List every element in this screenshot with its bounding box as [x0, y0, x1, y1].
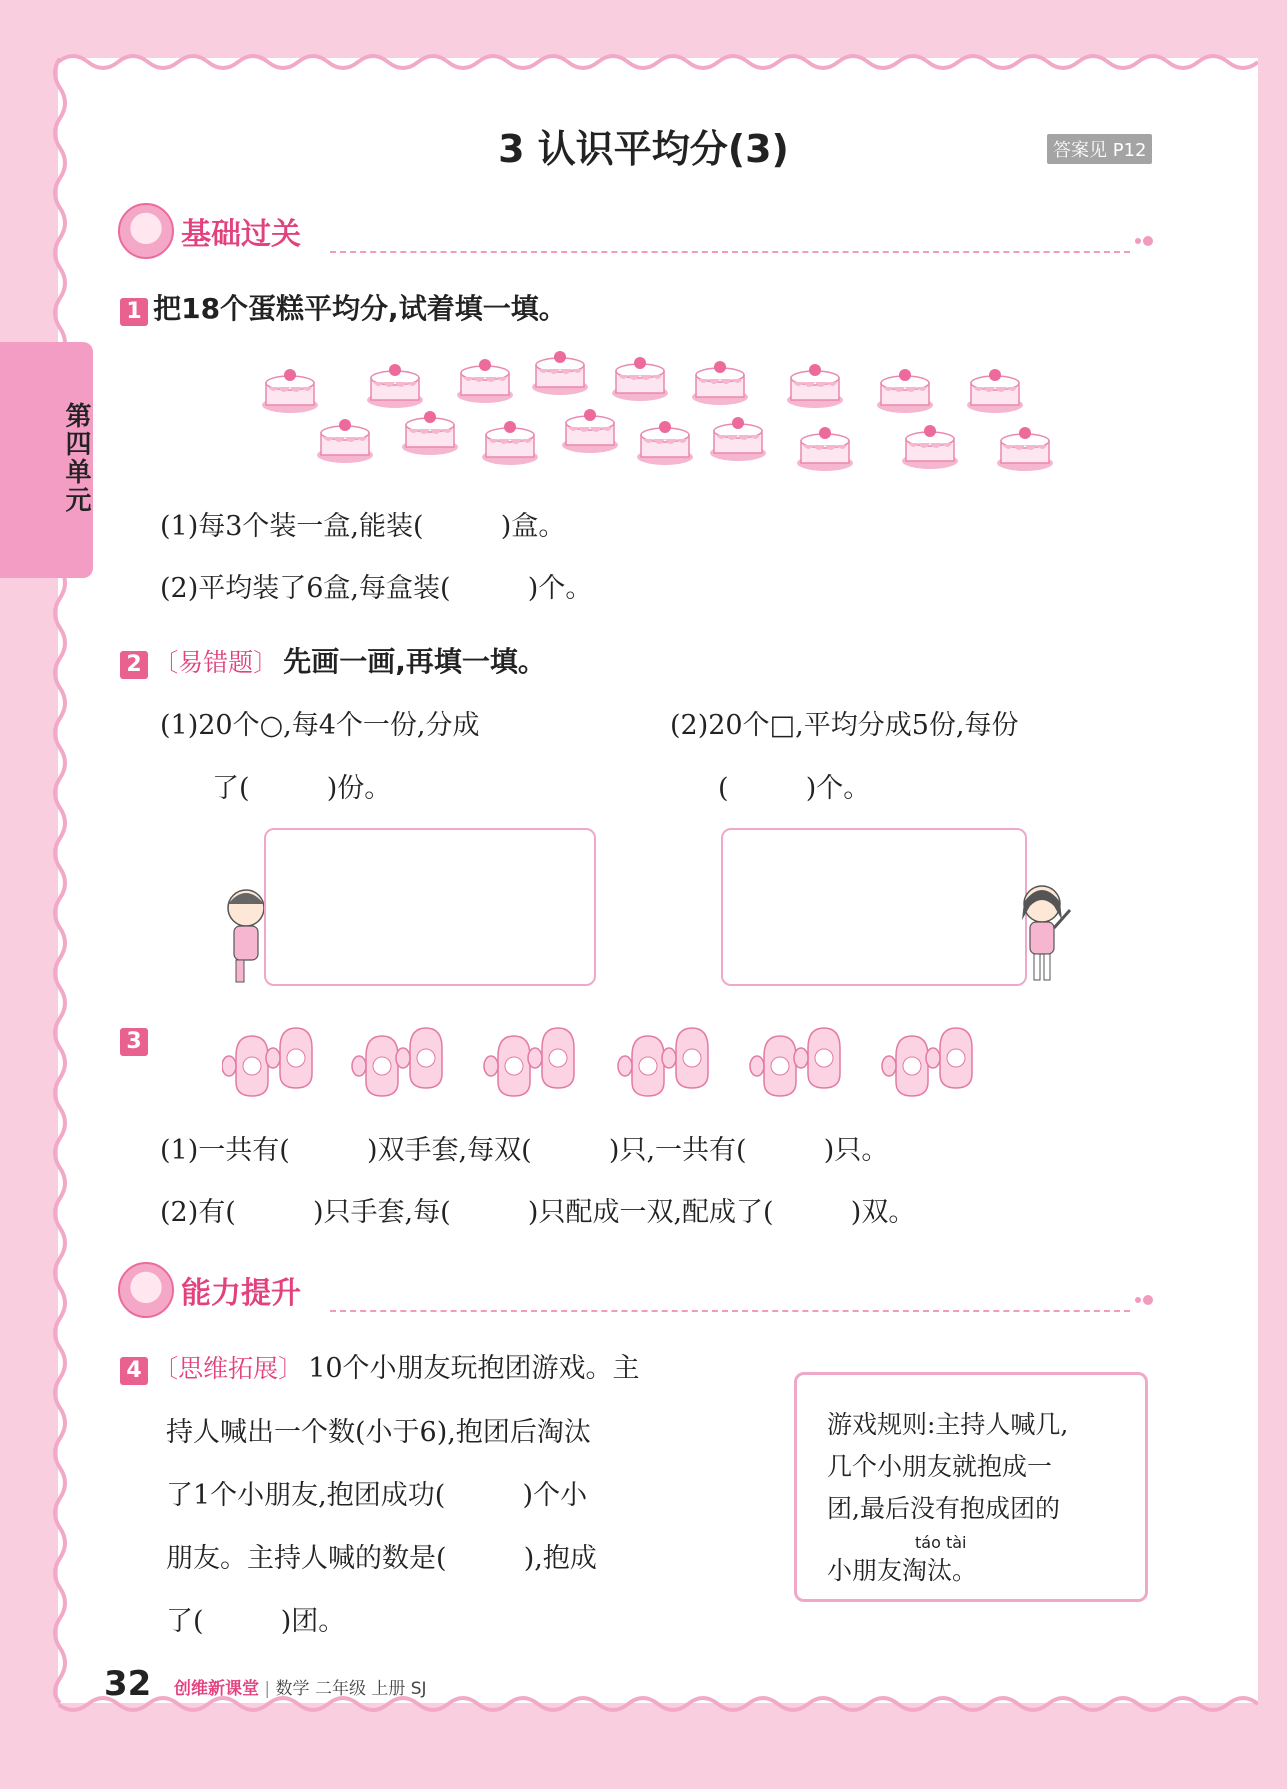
question-4-line-4: 朋友。主持人喊的数是( ),抱成 [166, 1543, 597, 1574]
section-divider [330, 1310, 1130, 1312]
cakes-illustration [262, 345, 1062, 475]
girl-character-icon [1020, 880, 1076, 985]
rule-line-3: 团,最后没有抱成团的 [827, 1494, 1060, 1523]
question-text: 把18个蛋糕平均分,试着填一填。 [153, 292, 567, 325]
question-3-header [120, 1028, 148, 1056]
mittens-illustration [222, 1018, 982, 1102]
decorative-dots-icon [1134, 236, 1156, 246]
question-1-item-2: (2)平均装了6盒,每盒装( )个。 [160, 573, 593, 604]
rule-line-2: 几个小朋友就抱成一 [827, 1452, 1053, 1481]
section-heading-basic: 基础过关 [181, 217, 301, 252]
footer-info: 创维新课堂 | 数学 二年级 上册 SJ [174, 1679, 427, 1699]
page-title: 3 认识平均分(3) [498, 127, 789, 171]
question-text: 先画一画,再填一填。 [283, 645, 546, 678]
question-2-right-line-2: ( )个。 [718, 773, 871, 804]
question-2-left-line-1: (1)20个○,每4个一份,分成 [160, 710, 480, 741]
question-1-header [120, 287, 567, 327]
drawing-area-right[interactable] [721, 828, 1027, 986]
drawing-area-left[interactable] [264, 828, 596, 986]
question-2-header [120, 640, 546, 680]
unit-side-tab [0, 342, 93, 578]
rule-line-1: 游戏规则:主持人喊几, [827, 1410, 1069, 1439]
question-2-left-line-2: 了( )份。 [212, 773, 392, 804]
question-3-item-1: (1)一共有( )双手套,每双( )只,一共有( )只。 [160, 1135, 889, 1166]
decorative-dots-icon [1134, 1295, 1156, 1305]
unit-side-tab-label: 第四单元 [61, 402, 91, 514]
rule-pinyin: táo tài [915, 1533, 967, 1552]
question-tag: 〔易错题〕 [153, 648, 279, 677]
question-number: 3 [120, 1028, 148, 1056]
question-4-line-2: 持人喊出一个数(小于6),抱团后淘汰 [166, 1417, 591, 1448]
question-4-header [120, 1346, 640, 1385]
footer-brand: 创维新课堂 [174, 1679, 259, 1699]
question-1-item-1: (1)每3个装一盒,能装( )盒。 [160, 511, 566, 542]
question-number: 1 [120, 298, 148, 326]
question-number: 4 [120, 1357, 148, 1385]
question-2-right-line-1: (2)20个□,平均分成5份,每份 [670, 710, 1019, 741]
section-heading-advanced: 能力提升 [181, 1276, 301, 1311]
boy-character-icon [222, 886, 266, 986]
question-number: 2 [120, 651, 148, 679]
question-4-line-3: 了1个小朋友,抱团成功( )个小 [166, 1480, 588, 1511]
question-tag: 〔思维拓展〕 [153, 1354, 304, 1383]
section-avatar-icon [118, 1262, 174, 1318]
section-avatar-icon [118, 203, 174, 259]
answer-reference-badge: 答案见 P12 [1047, 134, 1152, 164]
question-4-line-1: 10个小朋友玩抱团游戏。主 [308, 1353, 640, 1384]
rule-line-4: 小朋友淘汰。 [827, 1556, 978, 1585]
question-4-line-5: 了( )团。 [166, 1606, 346, 1637]
footer-book-info: 数学 二年级 上册 SJ [275, 1679, 427, 1699]
question-3-item-2: (2)有( )只手套,每( )只配成一双,配成了( )双。 [160, 1197, 916, 1228]
section-divider [330, 251, 1130, 253]
page-number: 32 [104, 1664, 152, 1704]
game-rules-box [794, 1372, 1148, 1602]
